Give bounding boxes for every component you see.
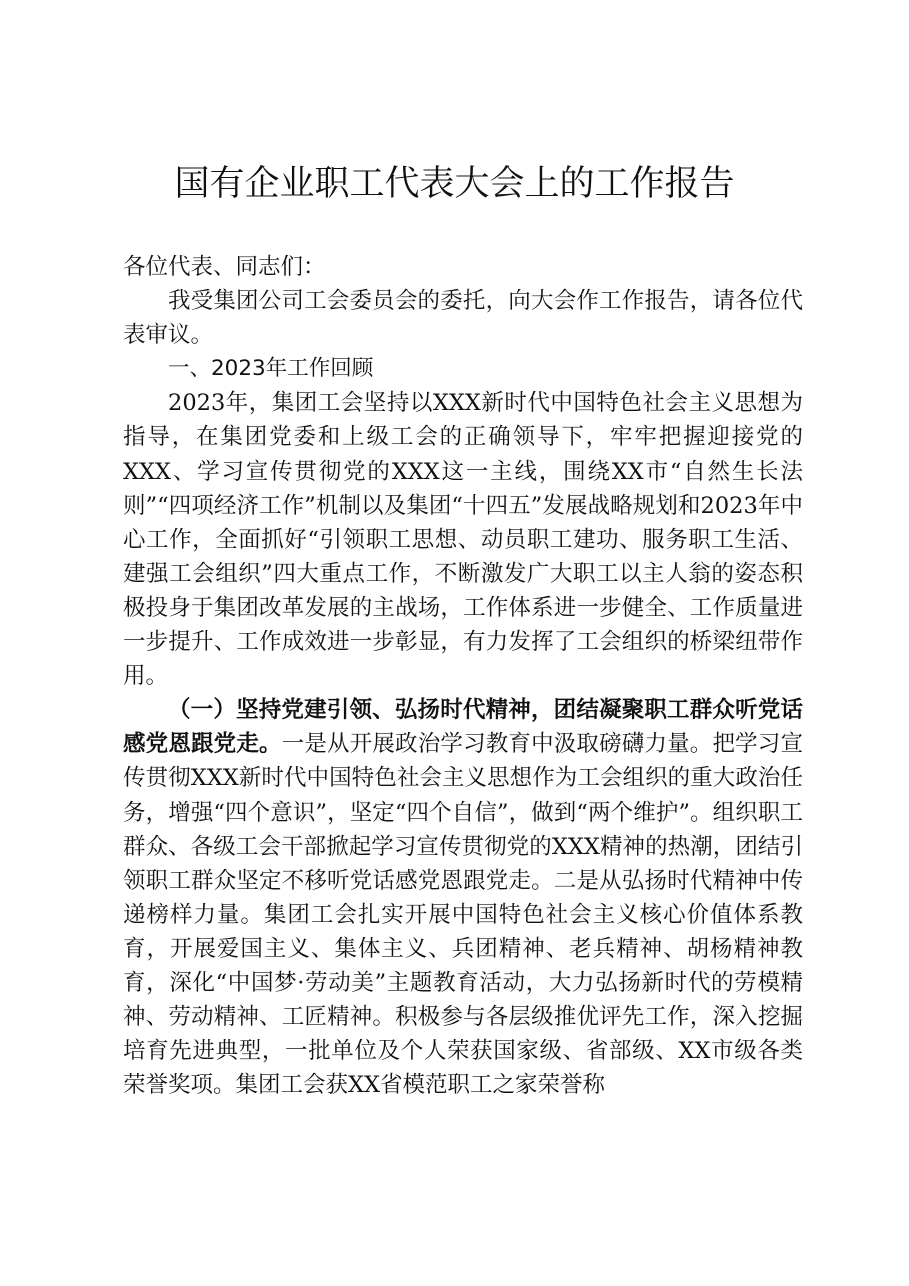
- salutation: 各位代表、同志们：: [123, 254, 326, 280]
- section-paragraph: 2023年，集团工会坚持以XXX新时代中国特色社会主义思想为指导，在集团党委和上级工会的正确领导下，牢牢把握迎接党的XXX、学习宣传贯彻党的XXX这一主线，围绕XX市“自然生长法则”“四项经济工作”机制以及集团“十四五”发展战略规划和2023年中心工作，全面抓好“引领职工思想、动员职工建功、服务职工生活、建强工会组织”四大重点工作，不断激发广大职工以主人翁的姿态积极投身于集团改革发展的主战场，工作体系进一步健全、工作质量进一步提升、工作成效进一步彰显，有力发挥了工会组织的桥梁纽带作用。: [123, 390, 803, 690]
- subsection-paragraph: [123, 693, 803, 1102]
- section-heading: 一、2023年工作回顾: [168, 356, 374, 382]
- subsection-body: 一是从开展政治学习教育中汲取磅礴力量。把学习宣传贯彻XXX新时代中国特色社会主义思想作为工会组织的重大政治任务，增强“四个意识”，坚定“四个自信”，做到“两个维护”。组织职工群众、各级工会干部掀起学习宣传贯彻党的XXX精神的热潮，团结引领职工群众坚定不移听党话感党恩跟党走。二是从弘扬时代精神中传递榜样力量。集团工会扎实开展中国特色社会主义核心价值体系教育，开展爱国主义、集体主义、兵团精神、老兵精神、胡杨精神教育，深化“中国梦·劳动美”主题教育活动，大力弘扬新时代的劳模精神、劳动精神、工匠精神。积极参与各层级推优评先工作，深入挖掘培育先进典型，一批单位及个人荣获国家级、省部级、XX市级各类荣誉奖项。集团工会获XX省模范职工之家荣誉称: [123, 731, 803, 1099]
- intro-paragraph: 我受集团公司工会委员会的委托，向大会作工作报告，请各位代表审议。: [123, 288, 803, 349]
- document-body: [123, 250, 803, 1102]
- document-title: 国有企业职工代表大会上的工作报告: [174, 164, 735, 204]
- subsection-heading: （一）坚持党建引领、弘扬时代精神，团结凝聚职工群众听党话感党恩跟党走。: [123, 697, 803, 758]
